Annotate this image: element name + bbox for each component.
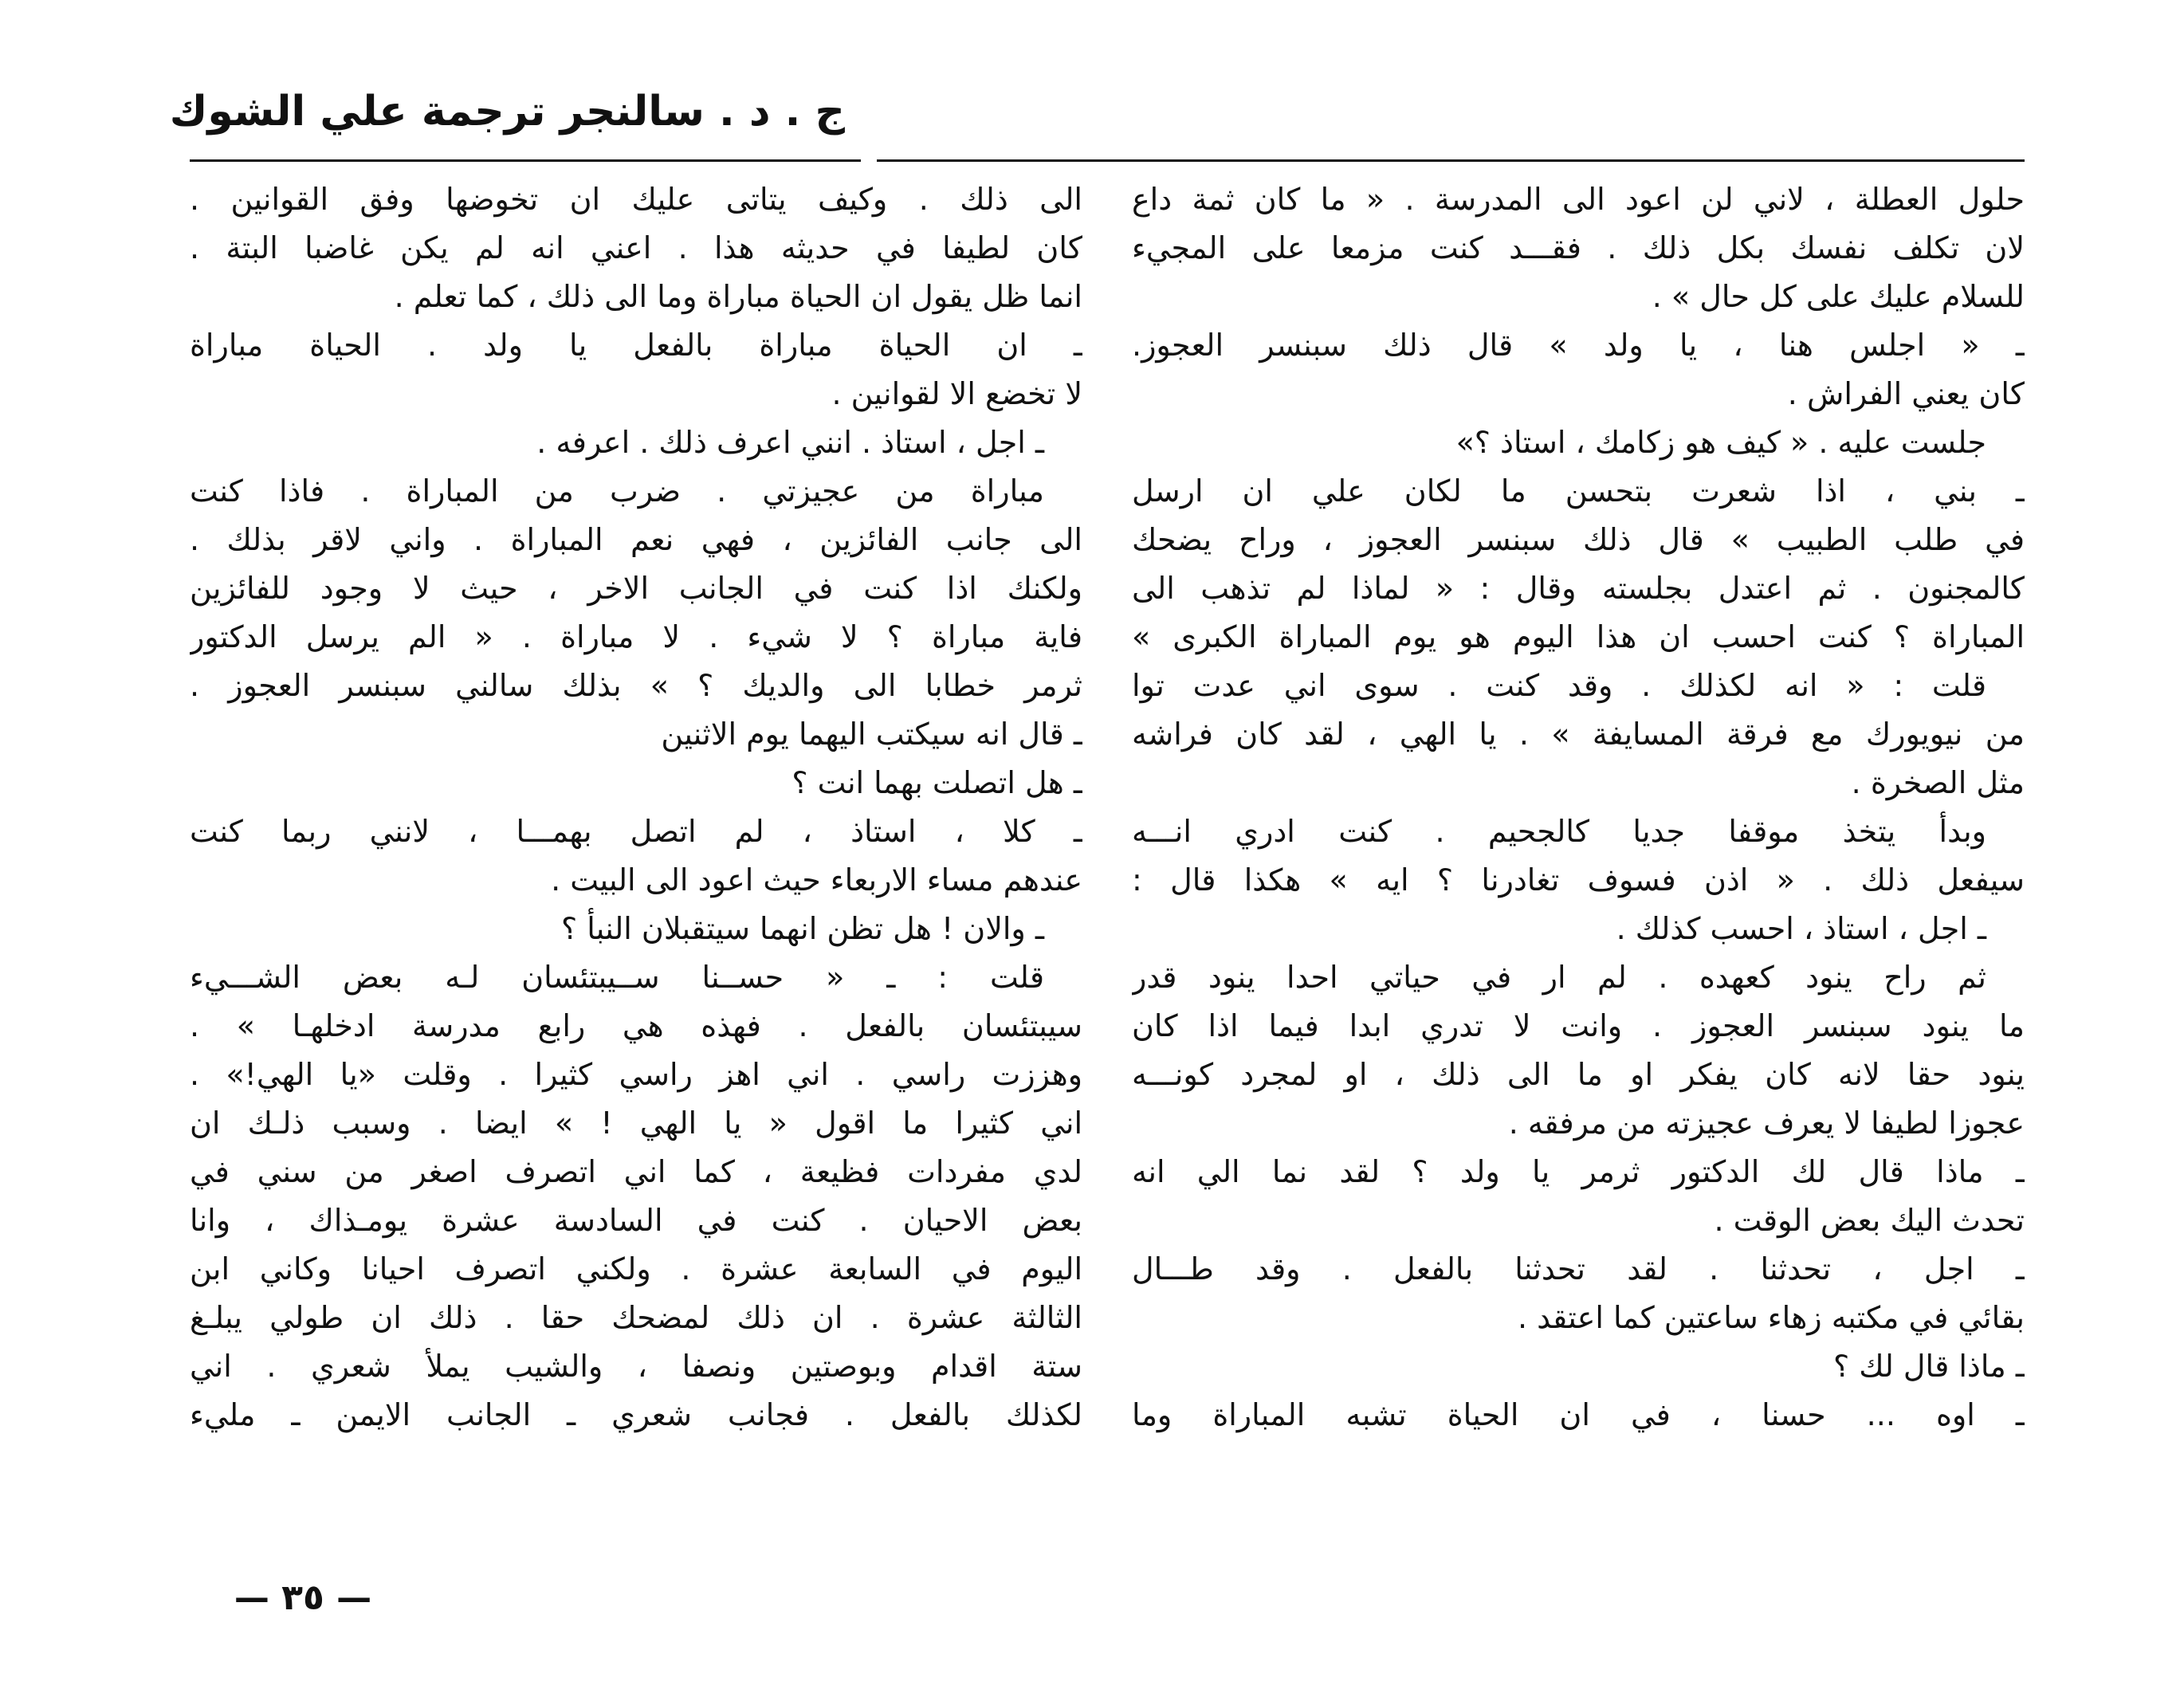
text-line: المباراة ؟ كنت احسب ان هذا اليوم هو يوم المباراة الكبرى » <box>1132 619 2025 654</box>
text-line: ثم راح ينود كعهده . لم ار في حياتي احدا ينود قدر <box>1132 960 1986 995</box>
text-line: ـ كلا ، استاذ ، لم اتصل بهمـــا ، لانني ربما كنت <box>190 814 1082 849</box>
text-line: ـ « اجلس هنا ، يا ولد » قال ذلك سبنسر العجوز. <box>1132 328 2025 363</box>
header-rule-left <box>190 159 861 162</box>
text-line: مباراة من عجيزتي . ضرب من المباراة . فاذا كنت <box>190 473 1044 509</box>
text-line: اني كثيرا ما اقول « يا الهي ! » ايضا . وسبب ذلـك ان <box>190 1106 1082 1141</box>
text-line: جلست عليه . « كيف هو زكامك ، استاذ ؟» <box>1455 425 1986 460</box>
text-line: قلت : « انه لكذلك . وقد كنت . سوى اني عدت توا <box>1132 668 1986 703</box>
text-line: الثالثة عشرة . ان ذلك لمضحك حقا . ذلك ان طولي يبلـغ <box>190 1300 1082 1335</box>
text-line: لان تكلف نفسك بكل ذلك . فقـــد كنت مزمعا على المجيء <box>1132 230 2025 265</box>
text-line: اليوم في السابعة عشرة . ولكني اتصرف احيانا وكاني ابن <box>190 1251 1082 1286</box>
text-line: انما ظل يقول ان الحياة مباراة وما الى ذلك ، كما تعلم . <box>394 279 1082 314</box>
text-line: في طلب الطبيب » قال ذلك سبنسر العجوز ، وراح يضحك <box>1132 522 2025 557</box>
text-line: ما ينود سبنسر العجوز . وانت لا تدري ابدا فيما اذا كان <box>1132 1008 2025 1043</box>
text-line: للسلام عليك على كل حال » . <box>1652 279 2025 314</box>
text-line: الى ذلك . وكيف يتاتى عليك ان تخوضها وفق القوانين . <box>190 182 1082 217</box>
text-line: ـ اجل ، استاذ . انني اعرف ذلك . اعرفه . <box>536 425 1044 460</box>
text-line: لا تخضع الا لقوانين . <box>831 376 1082 411</box>
text-line: سيبتئسان بالفعل . فهذه هي رابع مدرسة ادخلهـا » . <box>190 1008 1082 1043</box>
text-line: لدي مفردات فظيعة ، كما اني اتصرف اصغر من سني في <box>190 1154 1082 1189</box>
text-line: ـ هل اتصلت بهما انت ؟ <box>792 765 1082 800</box>
text-line: عندهم مساء الاربعاء حيث اعود الى البيت . <box>551 862 1082 898</box>
text-line: ـ ماذا قال لك الدكتور ثرمر يا ولد ؟ لقد نما الي انه <box>1132 1154 2025 1189</box>
text-line: من نيويورك مع فرقة المسايفة » . يا الهي ، لقد كان فراشه <box>1132 717 2025 752</box>
running-header-title: ج . د . سالنجر ترجمة علي الشوك <box>169 88 845 136</box>
text-line: كالمجنون . ثم اعتدل بجلسته وقال : « لماذا لم تذهب الى <box>1132 571 2025 606</box>
text-line: سيفعل ذلك . « اذن فسوف تغادرنا ؟ ايه » هكذا قال : <box>1132 862 2025 898</box>
text-line: ولكنك اذا كنت في الجانب الاخر ، حيث لا وجود للفائزين <box>190 571 1082 606</box>
text-line: ينود حقا لانه كان يفكر او ما الى ذلك ، او لمجرد كونـــه <box>1132 1057 2025 1092</box>
text-line: كان لطيفا في حديثه هذا . اعني انه لم يكن غاضبا البتة . <box>190 230 1082 265</box>
text-line: قلت : ـ « حســنا ســيبتئسان لـه بعض الشـــيء <box>190 960 1044 995</box>
text-line: لكذلك بالفعل . فجانب شعري ـ الجانب الايمن ـ مليء <box>190 1397 1082 1432</box>
text-line: ـ اجل ، تحدثنا . لقد تحدثنا بالفعل . وقد طـــال <box>1132 1251 2025 1286</box>
text-line: وهززت راسي . اني اهز راسي كثيرا . وقلت «يا الهي!» . <box>190 1057 1082 1092</box>
text-line: ـ والان ! هل تظن انهما سيتقبلان النبأ ؟ <box>560 911 1044 946</box>
text-line: ـ ان الحياة مباراة بالفعل يا ولد . الحياة مباراة <box>190 328 1082 363</box>
text-line: فاية مباراة ؟ لا شيء . لا مباراة . « الم يرسل الدكتور <box>190 619 1082 654</box>
text-line: ـ اجل ، استاذ ، احسب كذلك . <box>1616 911 1986 946</box>
text-line: مثل الصخرة . <box>1851 765 2025 800</box>
text-line: بعض الاحيان . كنت في السادسة عشرة يومـذاك ، وانا <box>190 1203 1082 1238</box>
text-line: ثرمر خطابا الى والديك ؟ » بذلك سالني سبنسر العجوز . <box>190 668 1082 703</box>
text-line: بقائي في مكتبه زهاء ساعتين كما اعتقد . <box>1517 1300 2025 1335</box>
text-line: عجوزا لطيفا لا يعرف عجيزته من مرفقه . <box>1508 1106 2025 1141</box>
text-column-right <box>1132 175 2025 1440</box>
text-line: ـ اوه ... حسنا ، في ان الحياة تشبه المباراة وما <box>1132 1397 2025 1432</box>
header-rule-right <box>877 159 2025 162</box>
text-line: حلول العطلة ، لاني لن اعود الى المدرسة . « ما كان ثمة داع <box>1132 182 2025 217</box>
text-line: ـ قال انه سيكتب اليهما يوم الاثنين <box>661 717 1082 752</box>
page-number: — ٣٥ — <box>234 1577 372 1618</box>
text-column-left <box>190 175 1082 1440</box>
text-line: كان يعني الفراش . <box>1787 376 2025 411</box>
text-line: ستة اقدام وبوصتين ونصفا ، والشيب يملأ شعري . اني <box>190 1349 1082 1384</box>
text-line: تحدث اليك بعض الوقت . <box>1714 1203 2025 1238</box>
text-line: ـ ماذا قال لك ؟ <box>1833 1349 2025 1384</box>
text-line: الى جانب الفائزين ، فهي نعم المباراة . واني لاقر بذلك . <box>190 522 1082 557</box>
text-line: وبدأ يتخذ موقفا جديا كالجحيم . كنت ادري انـــه <box>1132 814 1986 849</box>
text-line: ـ بني ، اذا شعرت بتحسن ما لكان علي ان ارسل <box>1132 473 2025 509</box>
